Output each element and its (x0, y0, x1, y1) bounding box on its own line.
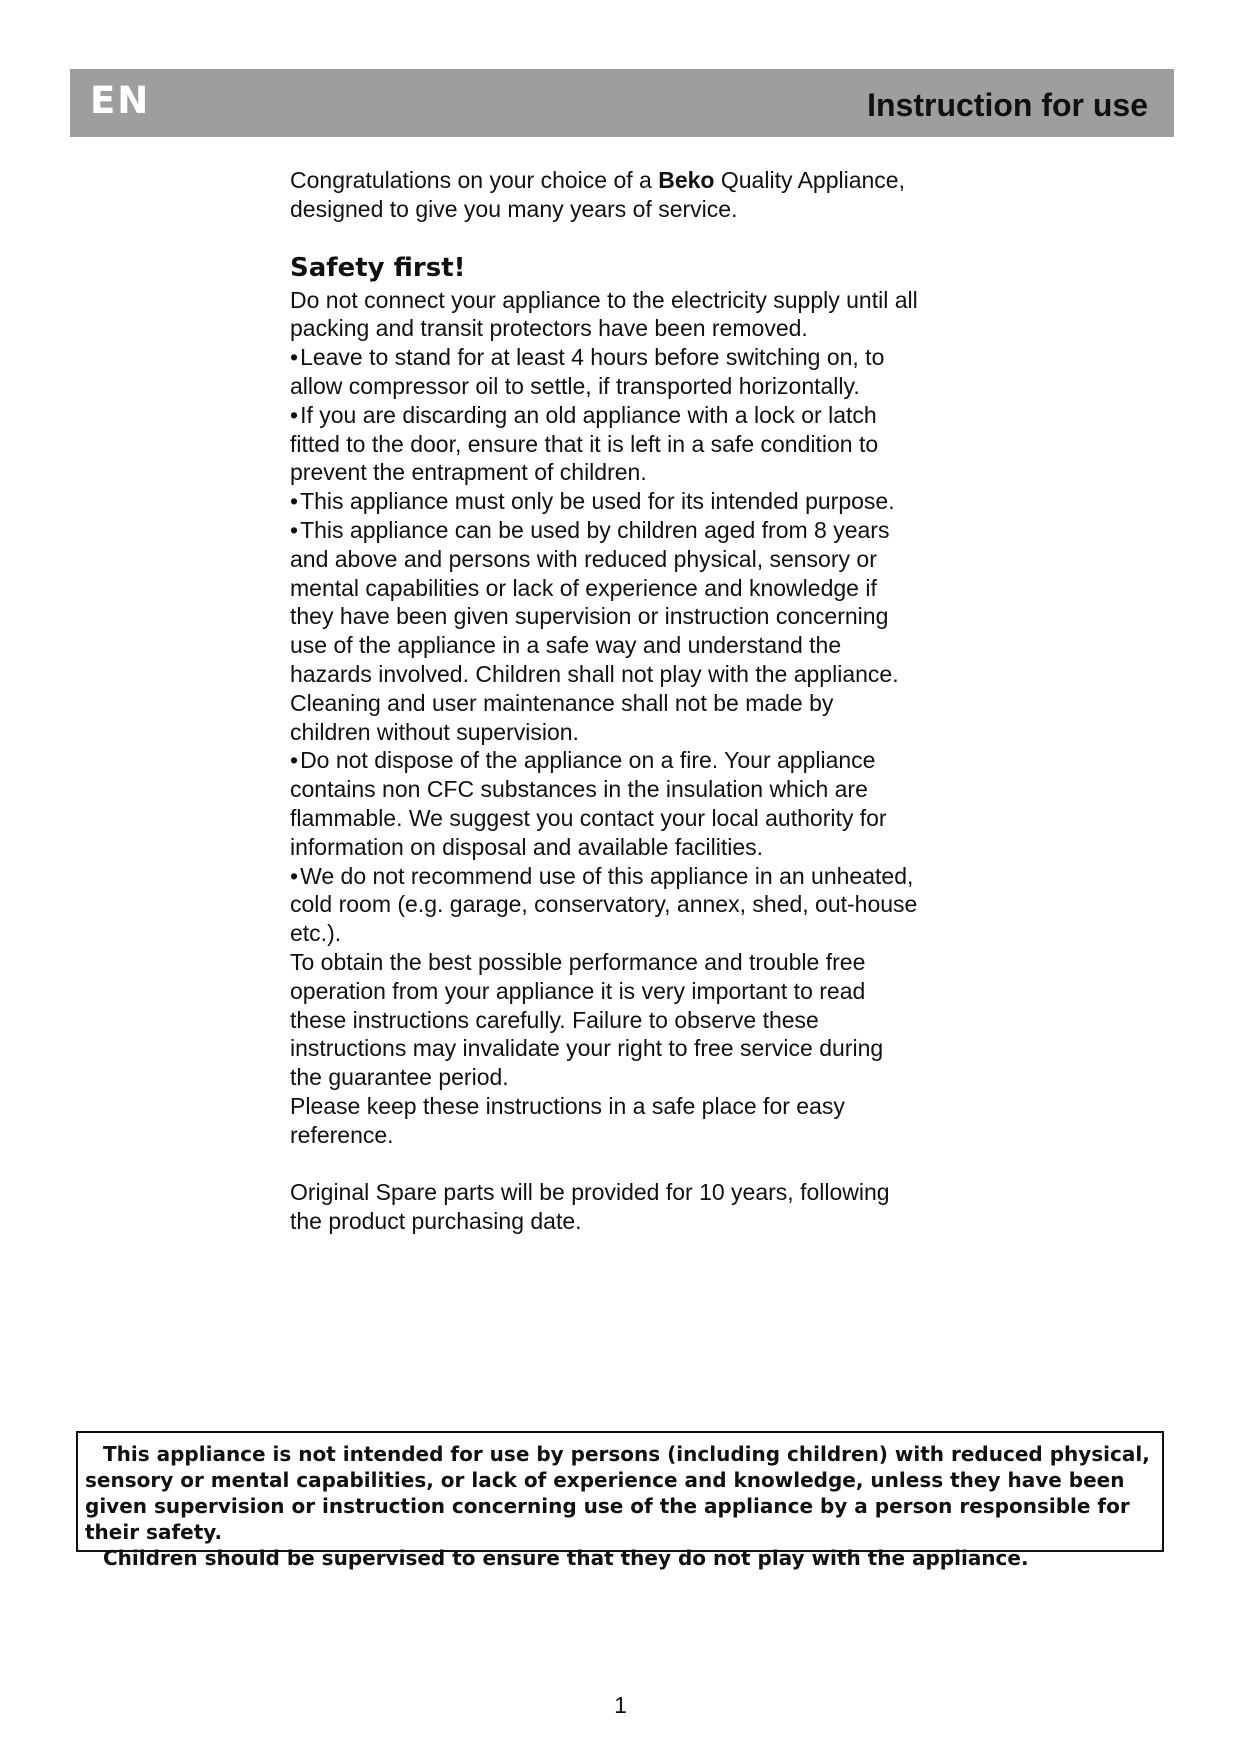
bullet-text: Leave to stand for at least 4 hours before switching on, to allow compressor oil to settle, if transported horizontally. (290, 344, 885, 399)
safety-bullet (290, 746, 920, 861)
safety-bullet (290, 516, 920, 746)
bullet-icon: • (290, 488, 299, 515)
bullet-icon: • (290, 747, 299, 774)
bullet-text: This appliance can be used by children aged from 8 years and above and persons with reduced physical, sensory or mental capabilities or lack of experience and knowledge if they have been given supervision or instruction concerning use of the appliance in a safe way and understand the hazards involved. Children shall not play with the appliance. Cleaning and user maintenance shall not be made by children without supervision. (290, 516, 899, 745)
safety-opening: Do not connect your appliance to the electricity supply until all packing and transit protectors have been removed. (290, 286, 918, 342)
spare-parts-paragraph: Original Spare parts will be provided for 10 years, following the product purchasing date. (290, 1179, 890, 1235)
warning-children-text: Children should be supervised to ensure that they do not play with the appliance. (103, 1546, 1029, 1570)
performance-paragraph: To obtain the best possible performance and trouble free operation from your appliance it is very important to read these instructions carefully. Failure to observe these instructions may invalidate your right to free service during the guarantee period. (290, 948, 884, 1091)
bullet-icon: • (290, 862, 299, 889)
intro-text-start: Congratulations on your choice of a (290, 167, 659, 193)
page-number: 1 (614, 1692, 627, 1718)
bullet-text: We do not recommend use of this appliance in an unheated, cold room (e.g. garage, conservatory, annex, shed, out-house etc.). (290, 862, 918, 947)
bullet-icon: • (290, 516, 299, 543)
bullet-icon: • (290, 401, 299, 428)
bullet-text: If you are discarding an old appliance with a lock or latch fitted to the door, ensure that it is left in a safe condition to prevent the entrapment of children. (290, 401, 879, 486)
warning-text: This appliance is not intended for use by persons (including children) with reduced physical, sensory or mental capabilities, or lack of experience and knowledge, unless they have been given supervision or instruction concerning use of the appliance by a person responsible for their safety. (85, 1442, 1150, 1544)
safety-bullet (290, 401, 920, 487)
bullet-text: Do not dispose of the appliance on a fire. Your appliance contains non CFC substances in the insulation which are flammable. We suggest you contact your local authority for information on disposal and available facilities. (290, 747, 887, 860)
main-content (290, 166, 920, 1236)
brand-name: Beko (658, 167, 715, 193)
intro-paragraph (290, 166, 920, 224)
bullet-text: This appliance must only be used for its intended purpose. (300, 488, 895, 515)
safety-bullet (290, 862, 920, 948)
intro-text-end: Quality Appliance, designed to give you many years of service. (290, 167, 905, 222)
bullet-icon: • (290, 344, 299, 371)
header-bar (70, 69, 1174, 137)
page-title: Instruction for use (867, 87, 1148, 123)
warning-box (76, 1431, 1164, 1570)
keep-instructions-paragraph: Please keep these instructions in a safe place for easy reference. (290, 1092, 845, 1148)
section-title-safety: Safety first! (290, 252, 466, 283)
safety-bullet (290, 487, 920, 516)
language-code: EN (90, 79, 151, 122)
safety-bullet (290, 343, 920, 401)
